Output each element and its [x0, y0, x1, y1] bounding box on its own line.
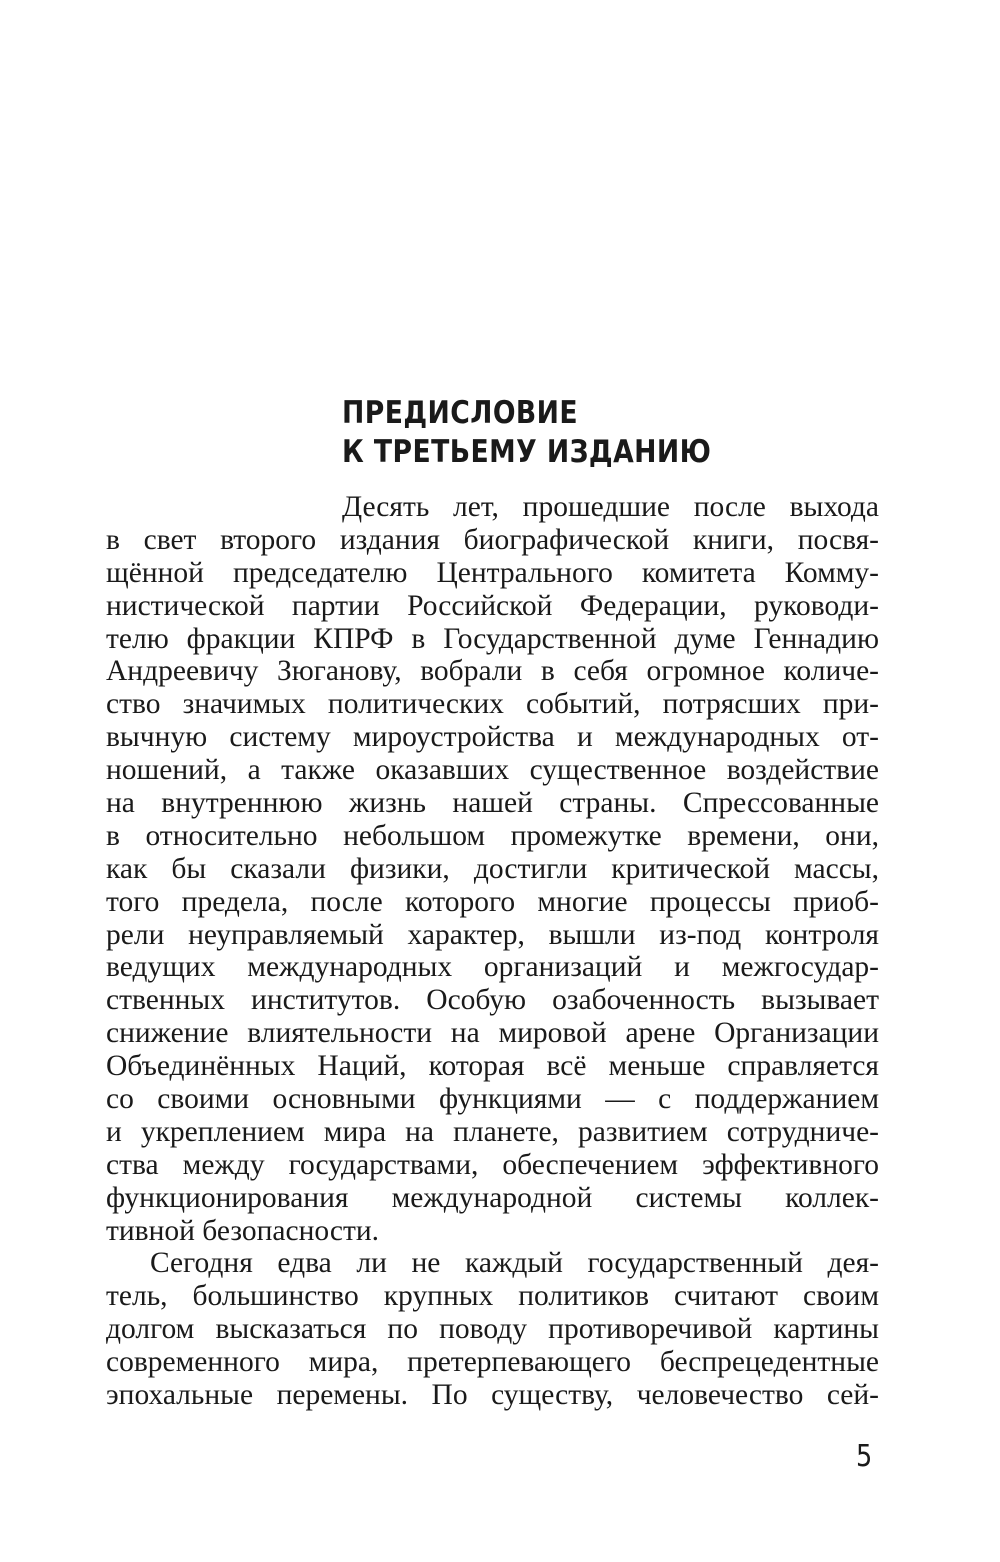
- text-line: долгом высказаться по поводу противоречивой картины: [106, 1313, 879, 1346]
- chapter-heading-line-2: К ТРЕТЬЕМУ ИЗДАНИЮ: [342, 434, 712, 470]
- page-number: 5: [856, 1439, 873, 1474]
- text-line: ведущих международных организаций и межгосудар-: [106, 951, 879, 984]
- text-line: со своими основными функциями — с поддержанием: [106, 1083, 879, 1116]
- chapter-heading-line-1: ПРЕДИСЛОВИЕ: [342, 395, 579, 431]
- text-line: щённой председателю Центрального комитета Комму-: [106, 556, 879, 589]
- text-line: Объединённых Наций, которая всё меньше справляется: [106, 1050, 879, 1083]
- text-line: тивной безопасности.: [106, 1214, 380, 1247]
- text-line: и укреплением мира на планете, развитием сотрудниче-: [106, 1115, 879, 1148]
- text-line: современного мира, претерпевающего беспрецедентные: [106, 1346, 879, 1379]
- text-line: ство значимых политических событий, потрясших при-: [106, 688, 879, 721]
- text-line: ношений, а также оказавших существенное воздействие: [106, 754, 879, 787]
- text-line: функционирования международной системы коллек-: [106, 1181, 879, 1214]
- text-line: нистической партии Российской Федерации, руководи-: [106, 589, 879, 622]
- body-text: [106, 491, 879, 1412]
- chapter-heading: [342, 394, 711, 472]
- text-line: вычную систему мироустройства и международных от-: [106, 721, 879, 754]
- text-line: Десять лет, прошедшие после выхода: [342, 491, 879, 523]
- text-line: рели неуправляемый характер, вышли из-под контроля: [106, 918, 879, 951]
- text-line: Сегодня едва ли не каждый государственный дея-: [150, 1247, 879, 1280]
- text-line: в относительно небольшом промежутке времени, они,: [106, 819, 879, 852]
- text-line: Андреевичу Зюганову, вобрали в себя огромное количе-: [106, 655, 879, 688]
- text-line: эпохальные перемены. По существу, человечество сей-: [106, 1379, 879, 1412]
- text-line: в свет второго издания биографической книги, посвя-: [106, 523, 879, 556]
- text-line: тель, большинство крупных политиков считают своим: [106, 1280, 879, 1313]
- text-line: телю фракции КПРФ в Государственной думе Геннадию: [106, 622, 879, 655]
- text-line: того предела, после которого многие процессы приоб-: [106, 885, 879, 918]
- text-line: как бы сказали физики, достигли критической массы,: [106, 852, 879, 885]
- text-line: на внутреннюю жизнь нашей страны. Спрессованные: [106, 787, 879, 820]
- text-line: ства между государствами, обеспечением эффективного: [106, 1148, 879, 1181]
- text-line: ственных институтов. Особую озабоченность вызывает: [106, 984, 879, 1017]
- text-line: снижение влиятельности на мировой арене Организации: [106, 1017, 879, 1050]
